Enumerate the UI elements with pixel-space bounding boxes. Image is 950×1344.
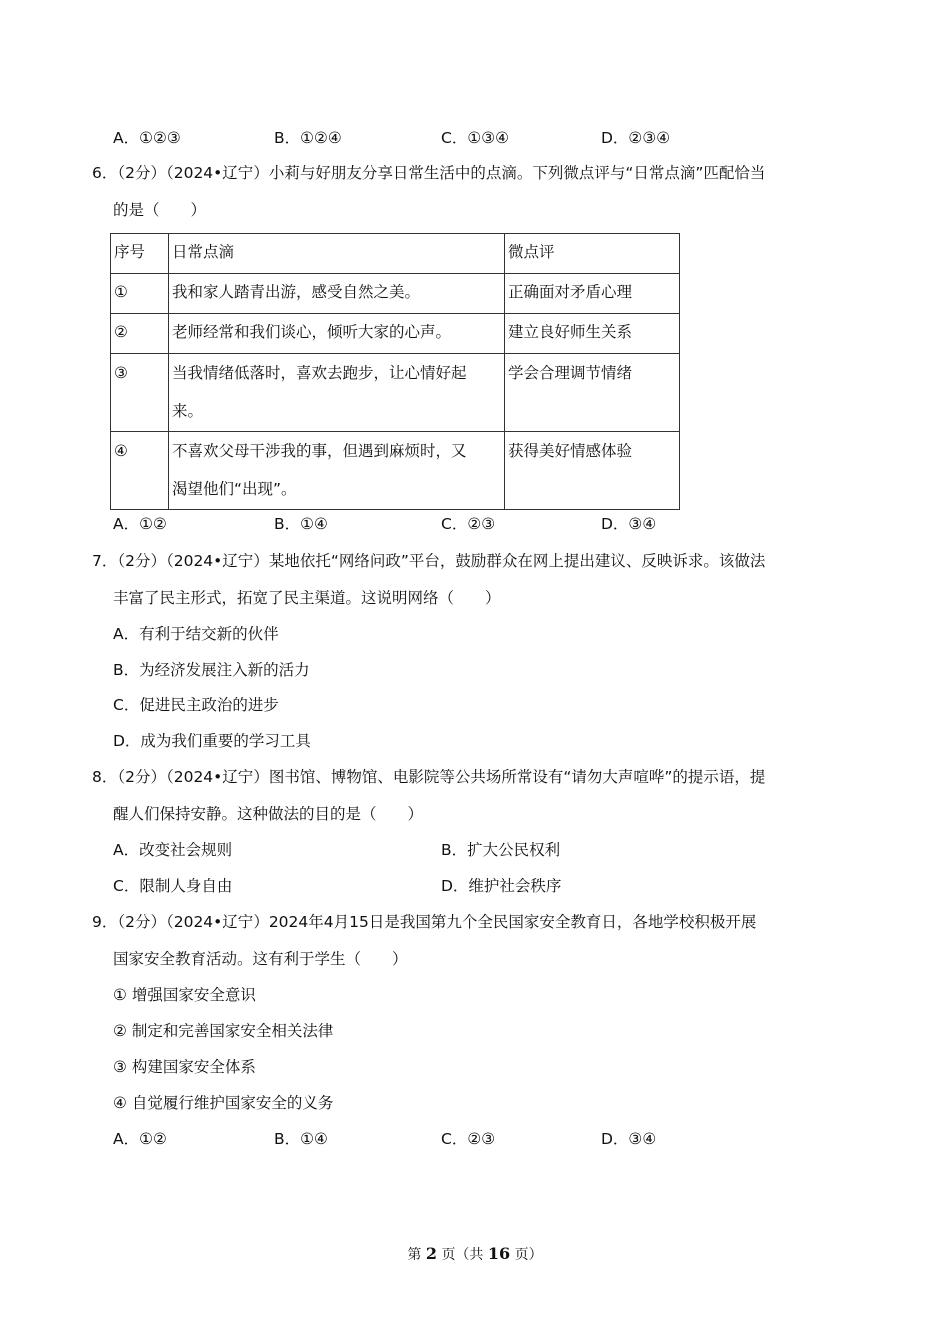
event-cell: 我和家人踏青出游，感受自然之美。	[169, 274, 505, 314]
event-line: 来。	[172, 402, 204, 420]
row-number: ④	[111, 432, 169, 510]
table-row	[111, 274, 680, 314]
footer-middle: 页（共	[441, 1247, 484, 1263]
header-cell: 日常点滴	[169, 234, 505, 274]
statement-3: ③ 构建国家安全体系	[113, 1058, 256, 1076]
option-a: A．①②	[113, 515, 167, 533]
header-cell: 微点评	[505, 234, 680, 274]
option-b: B．扩大公民权利	[441, 841, 561, 859]
option-a: A．①②	[113, 1130, 167, 1148]
option-c: C．②③	[441, 515, 496, 533]
event-cell	[169, 354, 505, 432]
event-line: 不喜欢父母干涉我的事，但遇到麻烦时，又	[172, 442, 467, 460]
question-stem-line-2: 丰富了民主形式，拓宽了民主渠道。这说明网络（ ）	[113, 589, 501, 607]
statement-1: ① 增强国家安全意识	[113, 986, 256, 1004]
question-stem-line-1: 9．（2分）（2024•辽宁）2024年4月15日是我国第九个全民国家安全教育日，各地学校积极开展	[92, 913, 757, 931]
option-d: D．③④	[601, 1130, 657, 1148]
daily-moments-table	[110, 233, 680, 510]
statement-2: ② 制定和完善国家安全相关法律	[113, 1022, 334, 1040]
comment-cell: 获得美好情感体验	[505, 432, 680, 510]
option-c: C．限制人身自由	[113, 877, 233, 895]
option-a: A．①②③	[113, 129, 181, 147]
option-a: A．改变社会规则	[113, 841, 233, 859]
question-stem-line-2: 的是（ ）	[113, 201, 207, 219]
table-row	[111, 314, 680, 354]
option-c: C．①③④	[441, 129, 510, 147]
option-b: B．①②④	[274, 129, 342, 147]
event-line: 当我情绪低落时，喜欢去跑步，让心情好起	[172, 364, 467, 382]
footer-suffix: 页）	[514, 1247, 543, 1263]
question-stem-line-1: 8．（2分）（2024•辽宁）图书馆、博物馆、电影院等公共场所常设有“请勿大声喧哗”的提示语，提	[92, 768, 766, 786]
row-number: ③	[111, 354, 169, 432]
question-stem-line-2: 国家安全教育活动。这有利于学生（ ）	[113, 950, 408, 968]
option-c: C．促进民主政治的进步	[113, 696, 279, 714]
option-b: B．①④	[274, 515, 328, 533]
option-d: D．成为我们重要的学习工具	[113, 732, 311, 750]
row-number: ②	[111, 314, 169, 354]
option-d: D．维护社会秩序	[441, 877, 562, 895]
table-header-row	[111, 234, 680, 274]
comment-cell: 正确面对矛盾心理	[505, 274, 680, 314]
option-b: B．为经济发展注入新的活力	[113, 661, 310, 679]
statement-4: ④ 自觉履行维护国家安全的义务	[113, 1094, 334, 1112]
question-stem-line-1: 7．（2分）（2024•辽宁）某地依托“网络问政”平台，鼓励群众在网上提出建议、反映诉求。该做法	[92, 552, 766, 570]
current-page-number: 2	[425, 1244, 437, 1263]
event-line: 渴望他们“出现”。	[172, 480, 297, 498]
option-d: D．③④	[601, 515, 657, 533]
table-row	[111, 354, 680, 432]
option-d: D．②③④	[601, 129, 671, 147]
comment-cell: 建立良好师生关系	[505, 314, 680, 354]
footer-prefix: 第	[407, 1247, 422, 1263]
event-cell	[169, 432, 505, 510]
option-c: C．②③	[441, 1130, 496, 1148]
question-stem-line-1: 6．（2分）（2024•辽宁）小莉与好朋友分享日常生活中的点滴。下列微点评与“日常点滴”匹配恰当	[92, 164, 766, 182]
table-row	[111, 432, 680, 510]
comment-cell: 学会合理调节情绪	[505, 354, 680, 432]
option-a: A．有利于结交新的伙伴	[113, 625, 279, 643]
question-stem-line-2: 醒人们保持安静。这种做法的目的是（ ）	[113, 805, 424, 823]
event-cell: 老师经常和我们谈心，倾听大家的心声。	[169, 314, 505, 354]
row-number: ①	[111, 274, 169, 314]
page-footer	[0, 1244, 950, 1265]
total-pages-number: 16	[487, 1244, 511, 1263]
option-b: B．①④	[274, 1130, 328, 1148]
header-cell: 序号	[111, 234, 169, 274]
